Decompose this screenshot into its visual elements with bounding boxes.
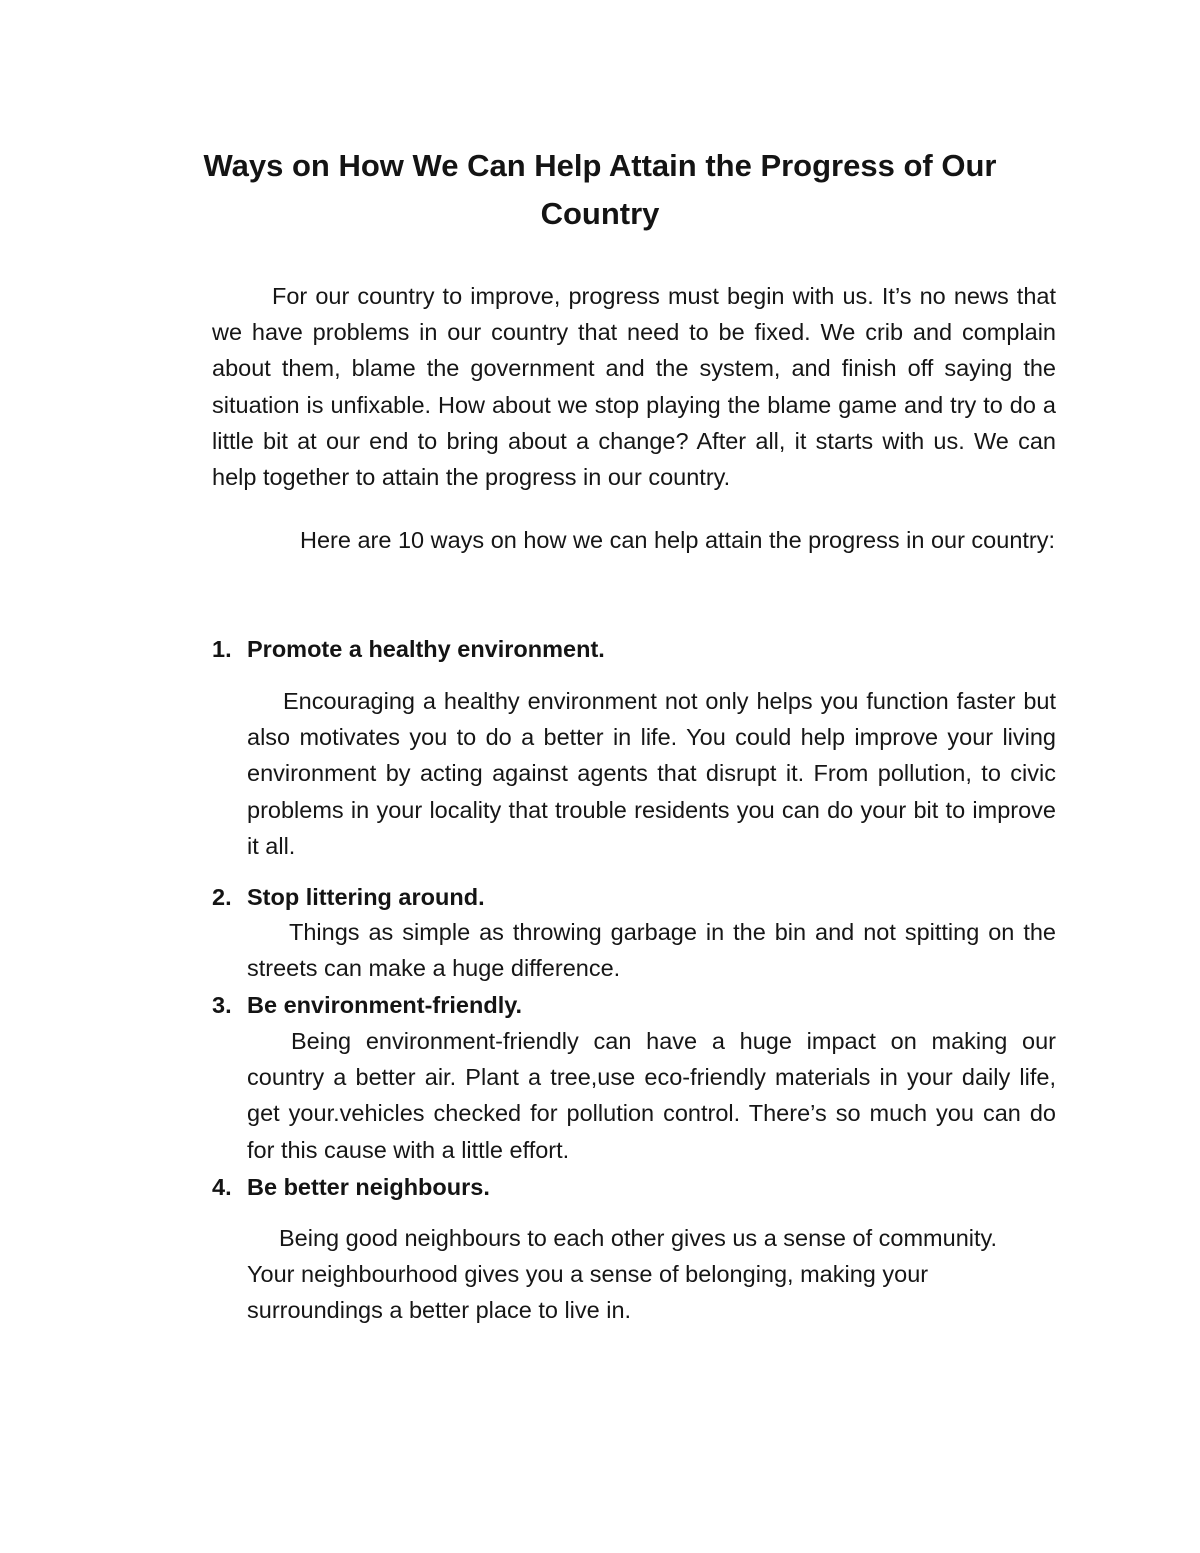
title-line-1: Ways on How We Can Help Attain the Progress of Our [203,148,997,183]
list-item-number: 1. [212,636,232,662]
list-item-number: 4. [212,1174,232,1200]
list-item-heading-text: Be better neighbours. [247,1174,490,1200]
lead-paragraph: Here are 10 ways on how we can help attain the progress in our country: [300,527,1056,553]
list-item-body: Things as simple as throwing garbage in the bin and not spitting on the streets can make a huge difference. [247,919,1056,982]
list-item-heading-text: Stop littering around. [247,884,485,910]
intro-paragraph: For our country to improve, progress must begin with us. It’s no news that we have problems in our country that need to be fixed. We crib and complain about them, blame the government and the system, and finish off saying the situation is unfixable. How about we stop playing the blame game and try to do a little bit at our end to bring about a change? After all, it starts with us. We can help together to attain the progress in our country. [212,283,1056,491]
list-item-heading [212,632,1056,666]
list-item-number: 2. [212,884,232,910]
page-title [200,142,1000,238]
list-item-heading [212,880,1056,914]
list-item-body: Being good neighbours to each other gives us a sense of community. Your neighbourhood gives you a sense of belonging, making your surroundings a better place to live in. [247,1225,998,1324]
list-item-body: Encouraging a healthy environment not only helps you function faster but also motivates you to do a better in life. You could help improve your living environment by acting against agents that disrupt it. From pollution, to civic problems in your locality that trouble residents you can do your bit to improve it all. [247,688,1056,859]
list-item-heading-text: Be environment-friendly. [247,992,523,1018]
list-item-heading [212,988,1056,1022]
list-item-body: Being environment-friendly can have a huge impact on making our country a better air. Plant a tree,use eco-friendly materials in your daily life, get your.vehicles checked for pollution control. There’s so much you can do for this cause with a little effort. [247,1028,1056,1163]
title-line-2: Country [540,196,660,231]
list-item-heading-text: Promote a healthy environment. [247,636,605,662]
list-item-heading [212,1170,1056,1204]
list-item-number: 3. [212,992,232,1018]
